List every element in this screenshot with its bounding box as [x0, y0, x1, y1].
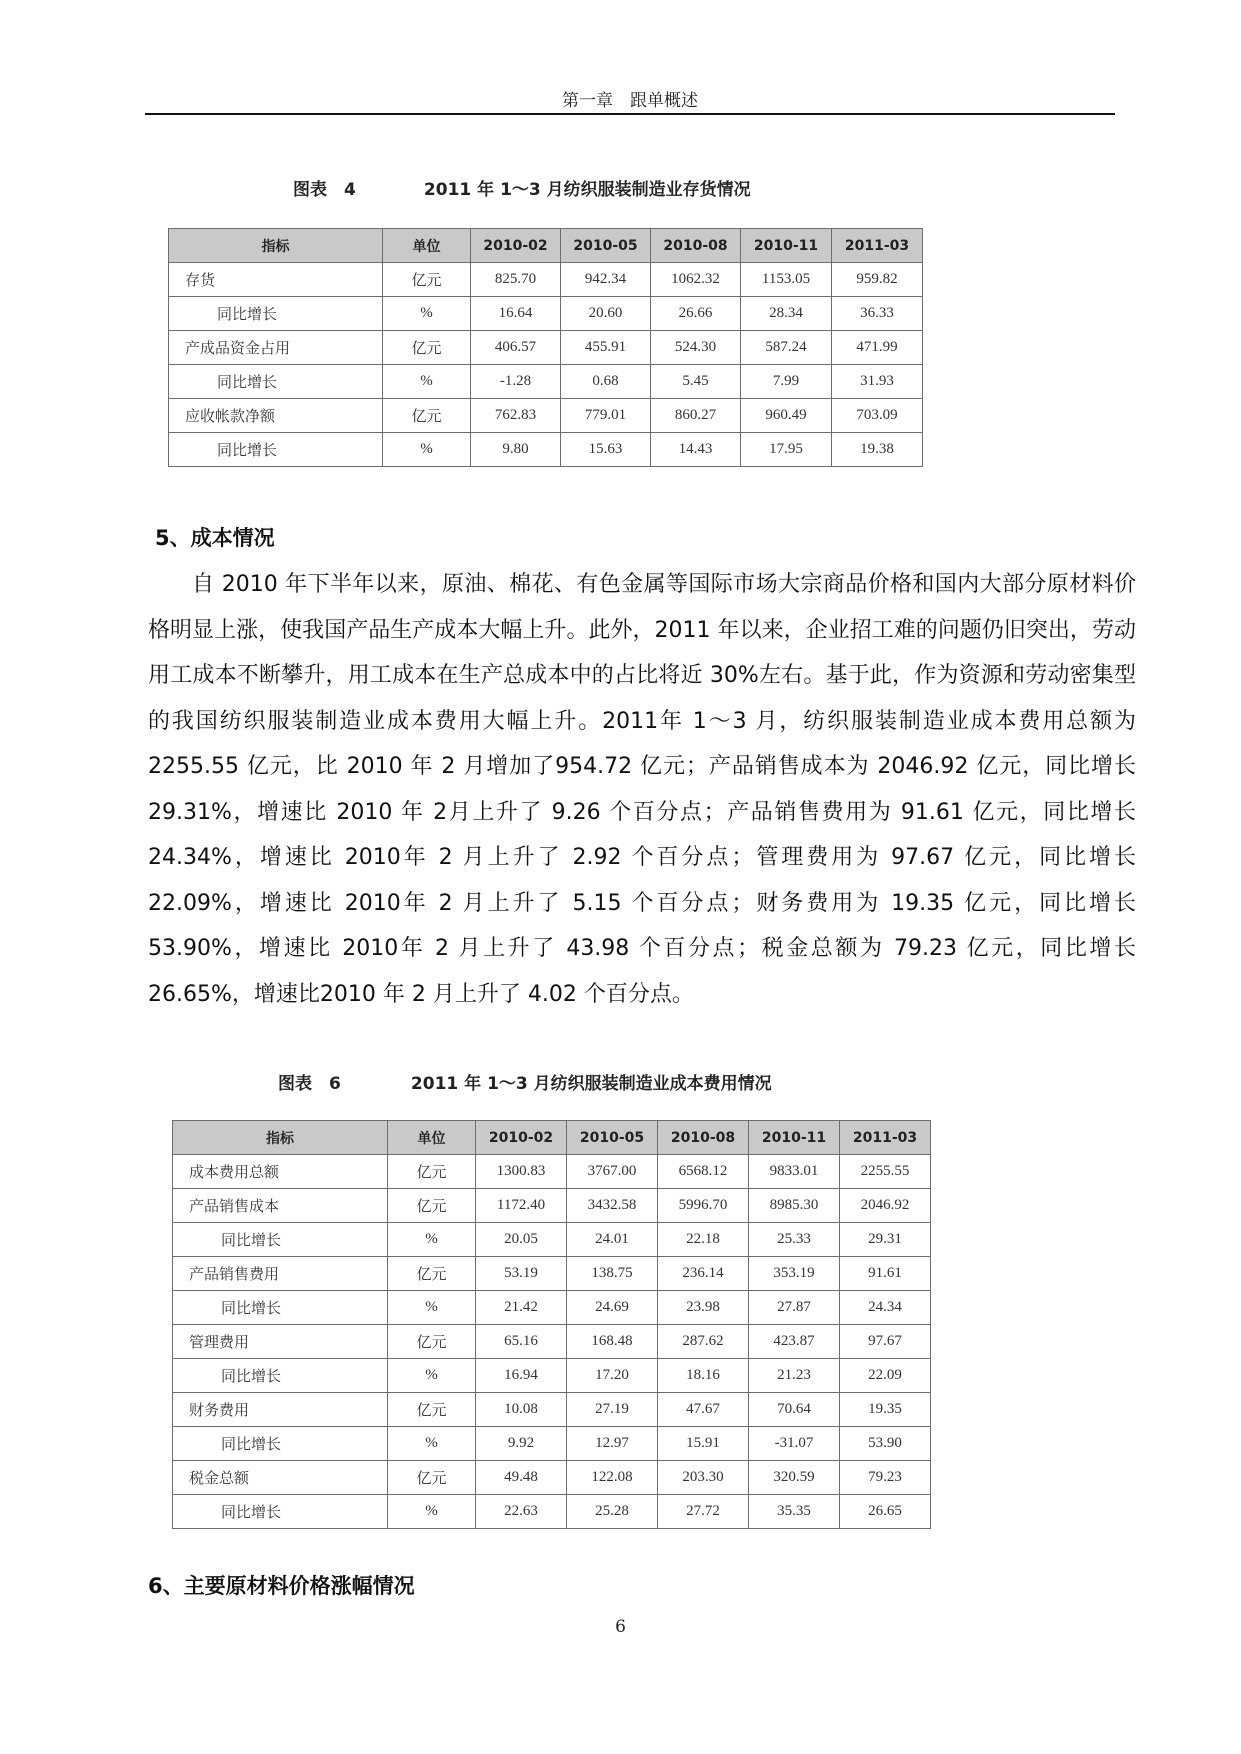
row-label: 同比增长: [169, 297, 383, 331]
value-cell: 49.48: [476, 1461, 567, 1495]
row-label: 税金总额: [173, 1461, 388, 1495]
value-cell: 24.34: [840, 1291, 931, 1325]
value-cell: 25.33: [749, 1223, 840, 1257]
value-cell: 18.16: [658, 1359, 749, 1393]
column-header: 2010-02: [476, 1121, 567, 1155]
value-cell: 31.93: [832, 365, 923, 399]
value-cell: -1.28: [471, 365, 561, 399]
value-cell: 97.67: [840, 1325, 931, 1359]
unit-cell: %: [388, 1495, 476, 1529]
value-cell: 9.80: [471, 433, 561, 467]
column-header: 2010-05: [567, 1121, 658, 1155]
value-cell: 19.38: [832, 433, 923, 467]
column-header: 2010-08: [651, 229, 741, 263]
value-cell: 860.27: [651, 399, 741, 433]
value-cell: 15.91: [658, 1427, 749, 1461]
unit-cell: %: [383, 433, 471, 467]
value-cell: 26.65: [840, 1495, 931, 1529]
value-cell: 524.30: [651, 331, 741, 365]
row-label: 同比增长: [173, 1495, 388, 1529]
table-header-row: [173, 1121, 931, 1155]
value-cell: 455.91: [561, 331, 651, 365]
value-cell: 168.48: [567, 1325, 658, 1359]
table-row: [173, 1257, 931, 1291]
value-cell: 353.19: [749, 1257, 840, 1291]
value-cell: 22.63: [476, 1495, 567, 1529]
value-cell: 203.30: [658, 1461, 749, 1495]
column-header: 2010-08: [658, 1121, 749, 1155]
row-label: 成本费用总额: [173, 1155, 388, 1189]
column-header: 指标: [169, 229, 383, 263]
value-cell: 471.99: [832, 331, 923, 365]
value-cell: 8985.30: [749, 1189, 840, 1223]
value-cell: 1062.32: [651, 263, 741, 297]
value-cell: 25.28: [567, 1495, 658, 1529]
unit-cell: 亿元: [388, 1257, 476, 1291]
table-row: [169, 433, 923, 467]
value-cell: 79.23: [840, 1461, 931, 1495]
value-cell: 27.72: [658, 1495, 749, 1529]
column-header: 指标: [173, 1121, 388, 1155]
value-cell: 19.35: [840, 1393, 931, 1427]
value-cell: 20.05: [476, 1223, 567, 1257]
page-number: 6: [615, 1617, 626, 1637]
table-header-row: [169, 229, 923, 263]
table-row: [169, 263, 923, 297]
value-cell: 703.09: [832, 399, 923, 433]
value-cell: 825.70: [471, 263, 561, 297]
table-row: [173, 1155, 931, 1189]
column-header: 2010-02: [471, 229, 561, 263]
unit-cell: 亿元: [388, 1155, 476, 1189]
value-cell: 35.35: [749, 1495, 840, 1529]
value-cell: 24.01: [567, 1223, 658, 1257]
value-cell: 942.34: [561, 263, 651, 297]
cost-expense-table: [172, 1120, 931, 1529]
table-row: [169, 331, 923, 365]
header-rule: [145, 113, 1115, 115]
value-cell: 26.66: [651, 297, 741, 331]
value-cell: 3767.00: [567, 1155, 658, 1189]
value-cell: 2255.55: [840, 1155, 931, 1189]
value-cell: 9833.01: [749, 1155, 840, 1189]
value-cell: 27.87: [749, 1291, 840, 1325]
value-cell: 1153.05: [741, 263, 832, 297]
value-cell: -31.07: [749, 1427, 840, 1461]
value-cell: 236.14: [658, 1257, 749, 1291]
row-label: 同比增长: [169, 365, 383, 399]
section-5-heading: 5、成本情况: [155, 526, 275, 550]
table-row: [173, 1325, 931, 1359]
value-cell: 24.69: [567, 1291, 658, 1325]
value-cell: 320.59: [749, 1461, 840, 1495]
value-cell: 138.75: [567, 1257, 658, 1291]
unit-cell: 亿元: [383, 331, 471, 365]
value-cell: 959.82: [832, 263, 923, 297]
value-cell: 14.43: [651, 433, 741, 467]
table6-caption-number: 图表 6: [278, 1074, 341, 1094]
unit-cell: 亿元: [388, 1461, 476, 1495]
table-row: [173, 1223, 931, 1257]
row-label: 同比增长: [169, 433, 383, 467]
row-label: 产品销售成本: [173, 1189, 388, 1223]
value-cell: 15.63: [561, 433, 651, 467]
table6-caption-title: 2011 年 1～3 月纺织服装制造业成本费用情况: [410, 1074, 772, 1094]
value-cell: 20.60: [561, 297, 651, 331]
row-label: 存货: [169, 263, 383, 297]
row-label: 产成品资金占用: [169, 331, 383, 365]
value-cell: 1172.40: [476, 1189, 567, 1223]
table-row: [169, 365, 923, 399]
value-cell: 9.92: [476, 1427, 567, 1461]
table-row: [173, 1393, 931, 1427]
column-header: 2011-03: [840, 1121, 931, 1155]
value-cell: 3432.58: [567, 1189, 658, 1223]
table-row: [173, 1291, 931, 1325]
value-cell: 1300.83: [476, 1155, 567, 1189]
row-label: 财务费用: [173, 1393, 388, 1427]
unit-cell: 亿元: [383, 263, 471, 297]
row-label: 应收帐款净额: [169, 399, 383, 433]
table-row: [173, 1461, 931, 1495]
value-cell: 29.31: [840, 1223, 931, 1257]
value-cell: 47.67: [658, 1393, 749, 1427]
unit-cell: %: [383, 365, 471, 399]
unit-cell: 亿元: [388, 1325, 476, 1359]
row-label: 管理费用: [173, 1325, 388, 1359]
section-6-heading: 6、主要原材料价格涨幅情况: [148, 1574, 415, 1598]
table4-caption-number: 图表 4: [293, 180, 356, 200]
table-row: [173, 1189, 931, 1223]
column-header: 2010-11: [741, 229, 832, 263]
table4-caption: [293, 175, 751, 200]
column-header: 单位: [383, 229, 471, 263]
value-cell: 6568.12: [658, 1155, 749, 1189]
row-label: 同比增长: [173, 1291, 388, 1325]
value-cell: 53.90: [840, 1427, 931, 1461]
value-cell: 122.08: [567, 1461, 658, 1495]
table-row: [173, 1495, 931, 1529]
unit-cell: 亿元: [388, 1393, 476, 1427]
value-cell: 27.19: [567, 1393, 658, 1427]
value-cell: 762.83: [471, 399, 561, 433]
value-cell: 10.08: [476, 1393, 567, 1427]
column-header: 2010-11: [749, 1121, 840, 1155]
unit-cell: %: [388, 1291, 476, 1325]
value-cell: 91.61: [840, 1257, 931, 1291]
table-row: [173, 1359, 931, 1393]
value-cell: 65.16: [476, 1325, 567, 1359]
value-cell: 5.45: [651, 365, 741, 399]
value-cell: 21.23: [749, 1359, 840, 1393]
unit-cell: 亿元: [388, 1189, 476, 1223]
table-row: [169, 297, 923, 331]
unit-cell: %: [383, 297, 471, 331]
table-row: [173, 1427, 931, 1461]
value-cell: 587.24: [741, 331, 832, 365]
value-cell: 287.62: [658, 1325, 749, 1359]
running-header: 第一章 跟单概述: [562, 91, 698, 111]
value-cell: 423.87: [749, 1325, 840, 1359]
row-label: 同比增长: [173, 1427, 388, 1461]
value-cell: 0.68: [561, 365, 651, 399]
value-cell: 22.18: [658, 1223, 749, 1257]
value-cell: 5996.70: [658, 1189, 749, 1223]
row-label: 产品销售费用: [173, 1257, 388, 1291]
value-cell: 2046.92: [840, 1189, 931, 1223]
value-cell: 7.99: [741, 365, 832, 399]
unit-cell: %: [388, 1359, 476, 1393]
table-row: [169, 399, 923, 433]
value-cell: 70.64: [749, 1393, 840, 1427]
unit-cell: 亿元: [383, 399, 471, 433]
unit-cell: %: [388, 1427, 476, 1461]
cost-paragraph: 自 2010 年下半年以来，原油、棉花、有色金属等国际市场大宗商品价格和国内大部分原材料价格明显上涨，使我国产品生产成本大幅上升。此外，2011 年以来，企业招工难的问题仍旧突出，劳动用工成本不断攀升，用工成本在生产总成本中的占比将近 30%左右。基于此，作为资源和劳动密集型的我国纺织服装制造业成本费用大幅上升。2011年 1～3 月，纺织服装制造业成本费用总额为 2255.55 亿元，比 2010 年 2 月增加了954.72 亿元；产品销售成本为 2046.92 亿元，同比增长 29.31%，增速比 2010 年 2月上升了 9.26 个百分点；产品销售费用为 91.61 亿元，同比增长 24.34%，增速比 2010年 2 月上升了 2.92 个百分点；管理费用为 97.67 亿元，同比增长 22.09%，增速比 2010年 2 月上升了 5.15 个百分点；财务费用为 19.35 亿元，同比增长 53.90%，增速比 2010年 2 月上升了 43.98 个百分点；税金总额为 79.23 亿元，同比增长 26.65%，增速比2010 年 2 月上升了 4.02 个百分点。: [148, 572, 1136, 1007]
value-cell: 960.49: [741, 399, 832, 433]
value-cell: 21.42: [476, 1291, 567, 1325]
value-cell: 23.98: [658, 1291, 749, 1325]
value-cell: 16.64: [471, 297, 561, 331]
table6-caption: [278, 1069, 772, 1094]
value-cell: 53.19: [476, 1257, 567, 1291]
unit-cell: %: [388, 1223, 476, 1257]
column-header: 2011-03: [832, 229, 923, 263]
value-cell: 406.57: [471, 331, 561, 365]
table4-caption-title: 2011 年 1～3 月纺织服装制造业存货情况: [423, 180, 751, 200]
value-cell: 22.09: [840, 1359, 931, 1393]
value-cell: 779.01: [561, 399, 651, 433]
column-header: 单位: [388, 1121, 476, 1155]
row-label: 同比增长: [173, 1223, 388, 1257]
value-cell: 12.97: [567, 1427, 658, 1461]
inventory-table: [168, 228, 923, 467]
value-cell: 17.20: [567, 1359, 658, 1393]
value-cell: 17.95: [741, 433, 832, 467]
column-header: 2010-05: [561, 229, 651, 263]
value-cell: 36.33: [832, 297, 923, 331]
value-cell: 28.34: [741, 297, 832, 331]
row-label: 同比增长: [173, 1359, 388, 1393]
value-cell: 16.94: [476, 1359, 567, 1393]
